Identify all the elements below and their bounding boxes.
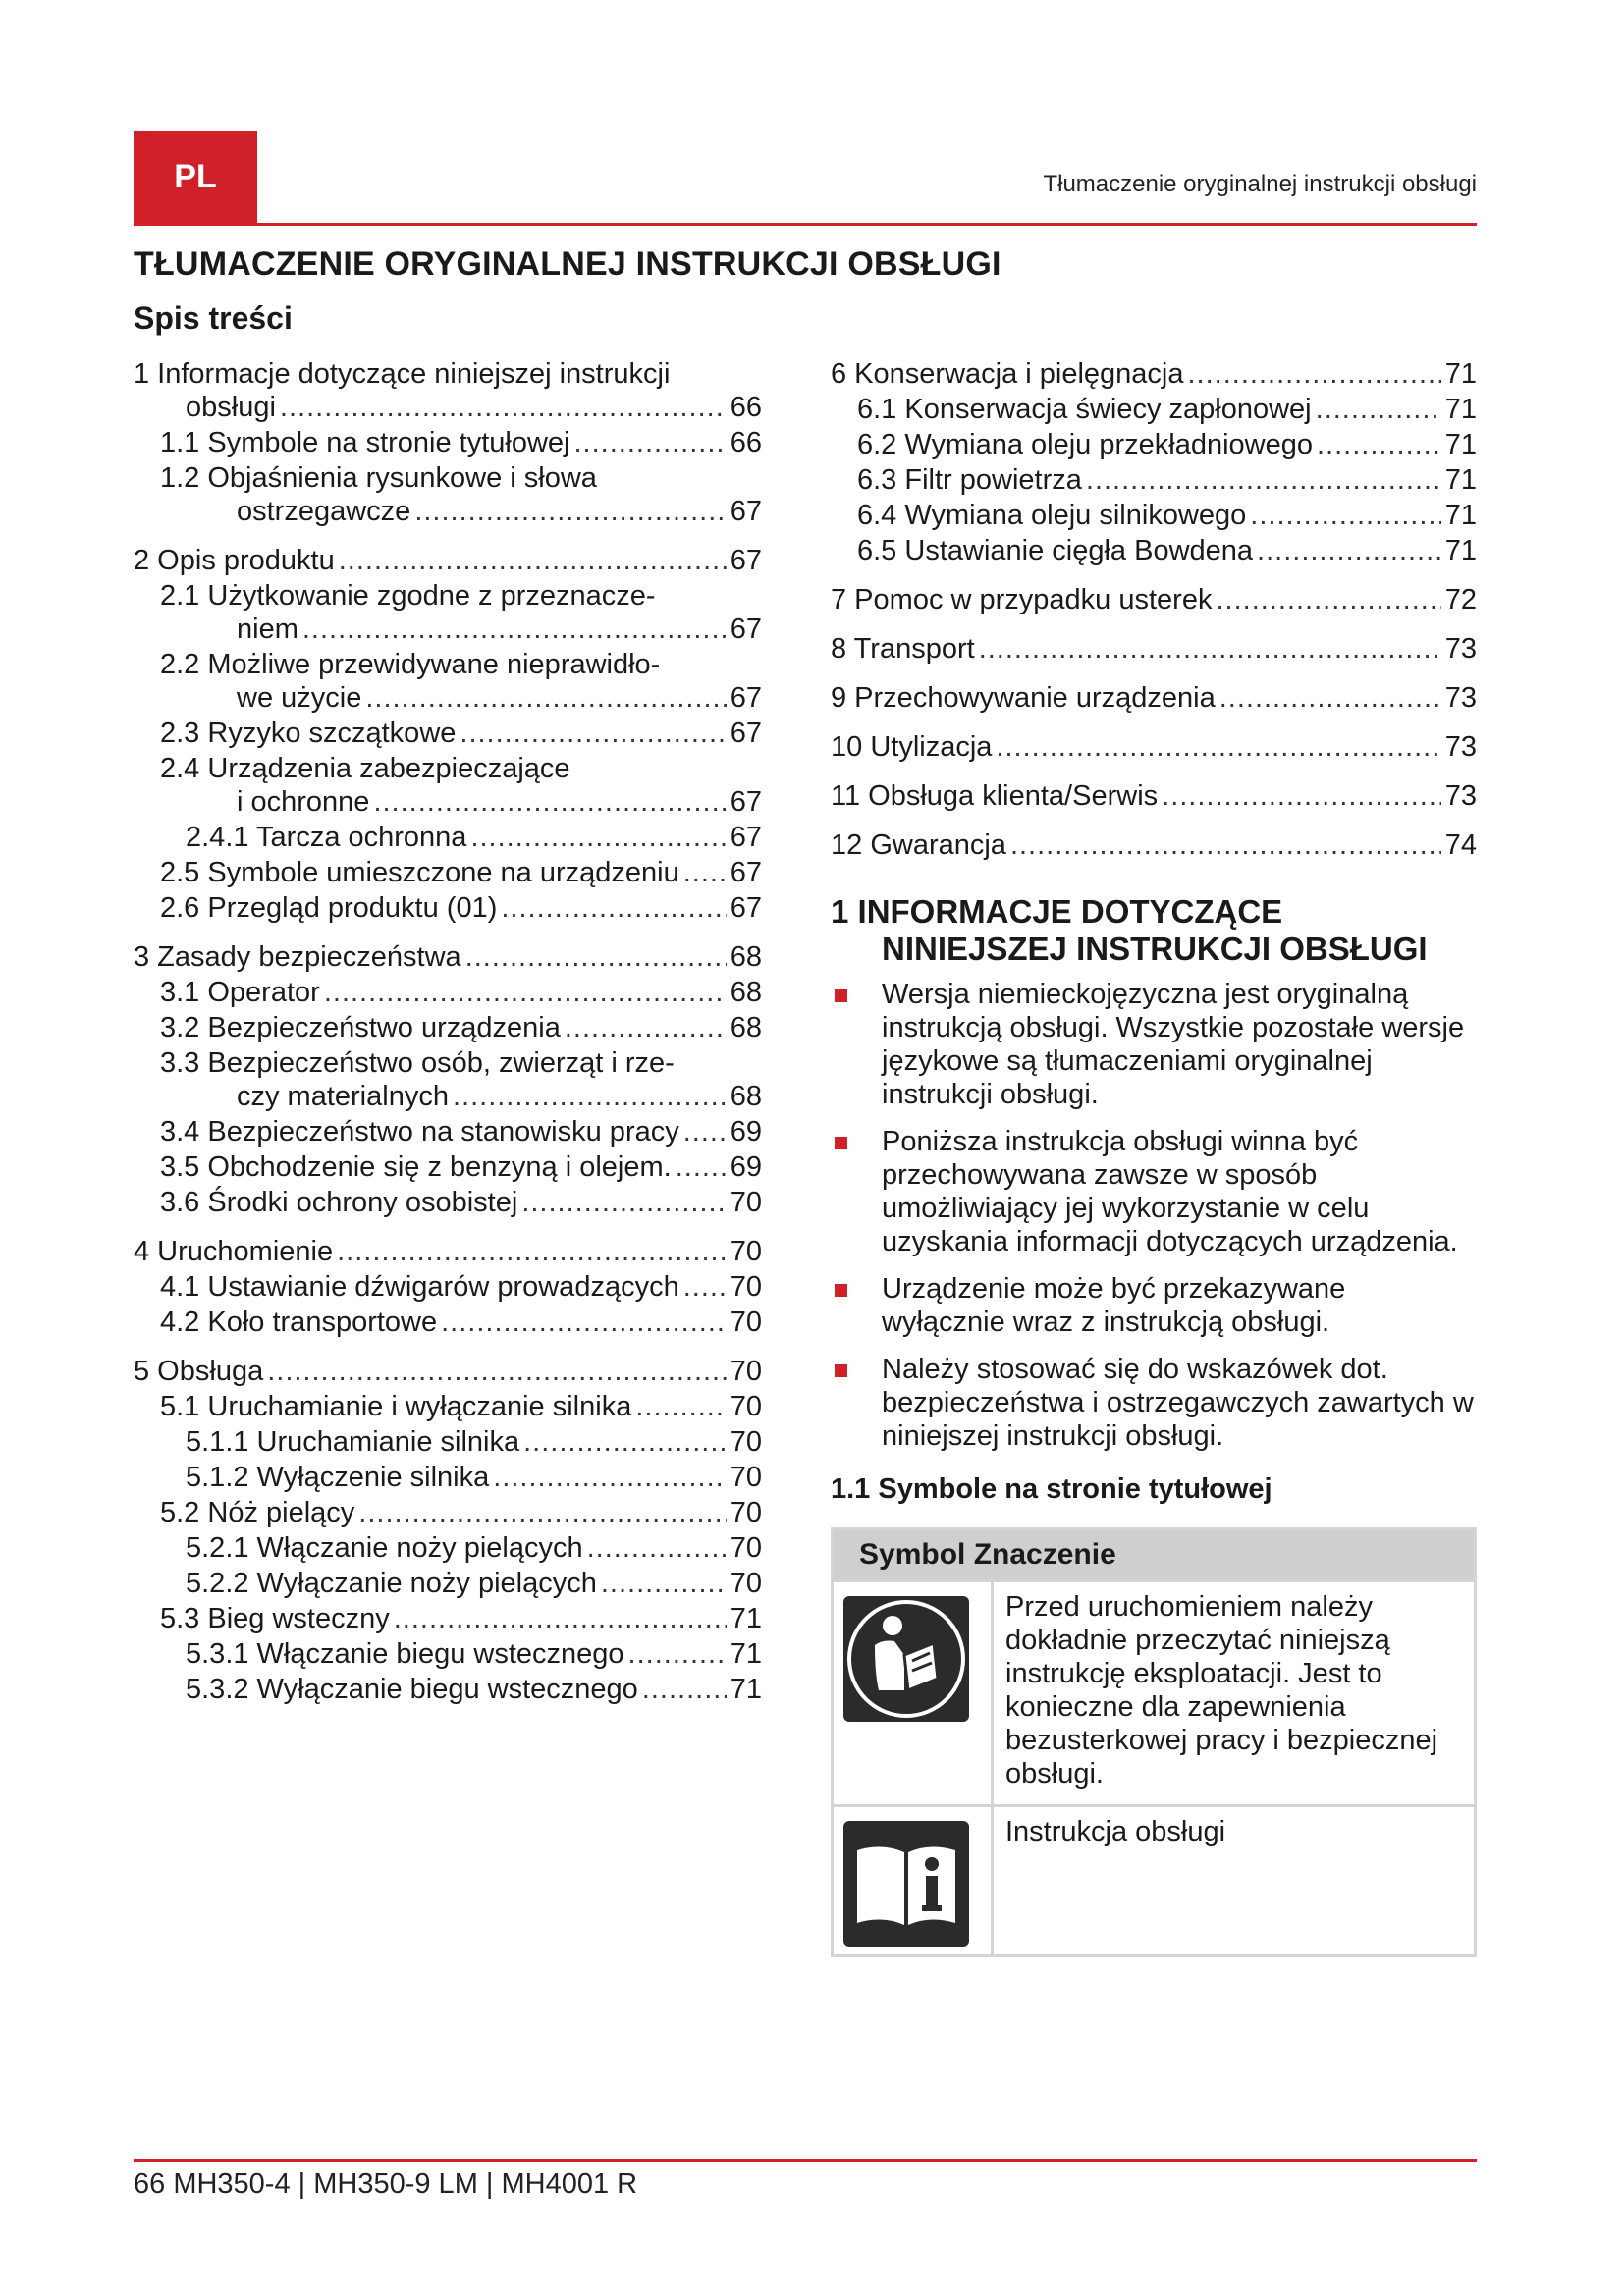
toc-page-number: 71 [1444, 358, 1477, 390]
toc-page-number: 70 [730, 1236, 762, 1267]
toc-page-number: 67 [730, 682, 762, 714]
toc-entry[interactable] [831, 499, 1477, 532]
toc-page-number: 71 [1444, 500, 1477, 531]
toc-leader-dots [587, 1531, 727, 1565]
toc-entry-label: 7 Pomoc w przypadku usterek [831, 584, 1213, 615]
toc-leader-dots [1188, 357, 1441, 391]
toc-entry[interactable] [134, 1637, 762, 1671]
toc-leader-dots [339, 544, 727, 577]
toc-leader-dots [441, 1306, 727, 1339]
toc-entry-label: 5.1.2 Wyłączenie silnika [186, 1462, 490, 1493]
toc-entry-label: 5 Obsługa [134, 1356, 264, 1387]
table-row [833, 1806, 1476, 1956]
toc-page-number: 67 [730, 892, 762, 924]
toc-leader-dots [501, 891, 726, 925]
section-1-heading [831, 893, 1477, 968]
toc-page-number: 71 [730, 1674, 762, 1705]
toc-page-number: 73 [1444, 682, 1477, 714]
toc-leader-dots [302, 613, 727, 646]
toc-entry-label: 5.1 Uruchamianie i wyłączanie silnika [160, 1391, 632, 1422]
toc-entry[interactable] [831, 393, 1477, 426]
toc-leader-dots [683, 856, 727, 889]
toc-entry-label: 10 Utylizacja [831, 731, 993, 763]
toc-leader-dots [280, 391, 727, 424]
list-item [831, 978, 1477, 1111]
toc-entry[interactable] [134, 1567, 762, 1600]
toc-entry-label: 6.2 Wymiana oleju przekładniowego [857, 429, 1313, 460]
subsection-1-1-heading: 1.1 Symbole na stronie tytułowej [831, 1473, 1272, 1505]
toc-entry-label: 2.5 Symbole umieszczone na urządzeniu [160, 857, 679, 888]
toc-page-number: 69 [730, 1151, 762, 1183]
bullet-square-icon [835, 1364, 847, 1377]
toc-entry[interactable] [134, 1115, 762, 1148]
toc-entry-label: 1 Informacje dotyczące niniejszej instrukcji [134, 358, 671, 390]
toc-entry-label: 2.4.1 Tarcza ochronna [186, 822, 467, 853]
list-item [831, 1353, 1477, 1453]
toc-title: Spis treści [134, 300, 293, 336]
toc-page-number: 68 [730, 941, 762, 973]
symbol-table-header [833, 1529, 1476, 1581]
toc-entry-label: 3.2 Bezpieczeństwo urządzenia [160, 1012, 561, 1043]
toc-leader-dots [1086, 463, 1441, 497]
toc-leader-dots [493, 1461, 727, 1494]
toc-entry[interactable] [831, 357, 1477, 391]
toc-page-number: 70 [730, 1568, 762, 1599]
toc-leader-dots [996, 730, 1440, 764]
toc-leader-dots [979, 632, 1441, 666]
toc-entry[interactable] [134, 1186, 762, 1219]
toc-leader-dots [523, 1425, 727, 1459]
toc-entry-label: 6 Konserwacja i pielęgnacja [831, 358, 1184, 390]
toc-entry[interactable] [134, 579, 762, 646]
toc-page-number: 73 [1444, 633, 1477, 665]
toc-entry[interactable] [134, 1390, 762, 1423]
toc-leader-dots [337, 1235, 727, 1268]
toc-page-number: 67 [730, 786, 762, 818]
symbol-cell [833, 1581, 993, 1806]
toc-entry-label: 2.4 Urządzenia zabezpieczające [160, 753, 570, 784]
bullet-text: Urządzenie może być przekazywane wyłącznie wraz z instrukcją obsługi. [882, 1273, 1346, 1338]
table-row [833, 1581, 1476, 1806]
toc-page-number: 66 [730, 427, 762, 458]
toc-entry-label: 4.1 Ustawianie dźwigarów prowadzących [160, 1271, 679, 1303]
meaning-cell: Przed uruchomieniem należy dokładnie przeczytać niniejszą instrukcję eksploatacji. Jest to konieczne dla zapewnienia bezusterkowej pracy i bezpiecznej obsługi. [993, 1581, 1476, 1806]
toc-entry-label: 5.1.1 Uruchamianie silnika [186, 1426, 520, 1458]
toc-leader-dots [635, 1390, 726, 1423]
toc-page-number: 71 [730, 1638, 762, 1670]
toc-page-number: 70 [730, 1271, 762, 1303]
toc-entry-label: 5.3 Bieg wsteczny [160, 1603, 390, 1634]
toc-page-number: 68 [730, 1012, 762, 1043]
toc-entry[interactable] [134, 1602, 762, 1635]
toc-page-number: 69 [730, 1116, 762, 1148]
bullet-text: Należy stosować się do wskazówek dot. bezpieczeństwa i ostrzegawczych zawartych w niniejszej instrukcji obsługi. [882, 1354, 1474, 1452]
toc-entry-label: 11 Obsługa klienta/Serwis [831, 780, 1159, 812]
toc-entry[interactable] [831, 828, 1477, 862]
toc-entry-label: 2.3 Ryzyko szczątkowe [160, 718, 457, 749]
toc-entry-label: ostrzegawcze [237, 496, 411, 527]
toc-page-number: 67 [730, 614, 762, 645]
toc-entry-label: 3.1 Operator [160, 977, 320, 1008]
toc-entry-label: 2.1 Użytkowanie zgodne z przeznacze- [160, 580, 656, 612]
toc-entry-label: 3 Zasady bezpieczeństwa [134, 941, 461, 973]
section-1-heading-line2: NINIEJSZEJ INSTRUKCJI OBSŁUGI [882, 931, 1428, 967]
bullet-square-icon [835, 1284, 847, 1297]
toc-page-number: 71 [1444, 464, 1477, 496]
toc-entry[interactable] [831, 681, 1477, 715]
toc-entry[interactable] [134, 940, 762, 974]
toc-page-number: 71 [1444, 394, 1477, 425]
toc-leader-dots [642, 1673, 727, 1706]
toc-entry-label: 9 Przechowywanie urządzenia [831, 682, 1216, 714]
right-column [831, 357, 1477, 1957]
toc-entry-label: obsługi [186, 392, 276, 423]
section-1-heading-line1: 1 INFORMACJE DOTYCZĄCE [831, 893, 1283, 930]
toc-entry[interactable] [134, 976, 762, 1009]
toc-entry-label: czy materialnych [237, 1081, 449, 1112]
toc-page-number: 68 [730, 1081, 762, 1112]
toc-leader-dots [358, 1496, 726, 1529]
toc-leader-dots [460, 717, 726, 750]
toc-page-number: 71 [1444, 429, 1477, 460]
col-meaning-header: Znaczenie [973, 1538, 1116, 1571]
bullet-text: Poniższa instrukcja obsługi winna być przechowywana zawsze w sposób umożliwiający jej wykorzystanie w celu uzyskania informacji dotyczących urządzenia. [882, 1126, 1458, 1257]
toc-page-number: 73 [1444, 731, 1477, 763]
section-1-bullets [831, 978, 1477, 1453]
toc-entry[interactable] [134, 1531, 762, 1565]
toc-entry[interactable] [134, 752, 762, 819]
toc-entry-label: 6.1 Konserwacja świecy zapłonowej [857, 394, 1312, 425]
symbol-cell [833, 1806, 993, 1956]
toc-leader-dots [574, 426, 727, 459]
toc-entry[interactable] [831, 534, 1477, 567]
toc-list-left [134, 357, 762, 1706]
toc-entry[interactable] [134, 648, 762, 715]
toc-leader-dots [365, 681, 726, 715]
toc-entry[interactable] [831, 463, 1477, 497]
toc-entry[interactable] [134, 357, 762, 424]
toc-entry[interactable] [134, 1673, 762, 1706]
toc-list-right [831, 357, 1477, 862]
toc-leader-dots [1162, 779, 1441, 813]
toc-page-number: 70 [730, 1187, 762, 1218]
toc-entry-label: niem [237, 614, 298, 645]
toc-entry[interactable] [134, 1235, 762, 1268]
meaning-cell: Instrukcja obsługi [993, 1806, 1476, 1956]
toc-leader-dots [324, 976, 727, 1009]
toc-entry-label: 5.3.1 Włączanie biegu wstecznego [186, 1638, 624, 1670]
toc-entry[interactable] [134, 856, 762, 889]
read-manual-icon [843, 1596, 969, 1722]
toc-leader-dots [267, 1355, 727, 1388]
toc-leader-dots [470, 821, 726, 854]
toc-entry[interactable] [134, 461, 762, 528]
toc-leader-dots [1257, 534, 1441, 567]
toc-page-number: 71 [730, 1603, 762, 1634]
toc-entry-label: i ochronne [237, 786, 370, 818]
toc-left-column [134, 357, 762, 1706]
toc-entry-label: 5.3.2 Wyłączanie biegu wstecznego [186, 1674, 638, 1705]
toc-entry-label: we użycie [237, 682, 362, 714]
toc-entry[interactable] [134, 1461, 762, 1494]
toc-entry[interactable] [134, 426, 762, 459]
toc-entry-label: 2.6 Przegląd produktu (01) [160, 892, 498, 924]
toc-entry-label: 6.3 Filtr powietrza [857, 464, 1082, 496]
toc-entry-label: 8 Transport [831, 633, 975, 665]
toc-page-number: 67 [730, 496, 762, 527]
symbol-table [831, 1527, 1477, 1957]
bullet-square-icon [835, 1137, 847, 1149]
footer-divider [134, 2159, 1477, 2162]
toc-page-number: 67 [730, 718, 762, 749]
toc-entry[interactable] [134, 891, 762, 925]
toc-entry-label: 2.2 Możliwe przewidywane nieprawidło- [160, 649, 661, 680]
bullet-square-icon [835, 989, 847, 1002]
toc-leader-dots [1010, 828, 1441, 862]
toc-page-number: 67 [730, 822, 762, 853]
toc-entry[interactable] [134, 1496, 762, 1529]
toc-page-number: 70 [730, 1391, 762, 1422]
toc-leader-dots [373, 785, 726, 819]
toc-page-number: 70 [730, 1356, 762, 1387]
toc-entry[interactable] [134, 1355, 762, 1388]
toc-entry-label: 5.2.1 Włączanie noży pielących [186, 1532, 583, 1564]
toc-page-number: 66 [730, 392, 762, 423]
toc-leader-dots [1219, 681, 1441, 715]
toc-page-number: 67 [730, 857, 762, 888]
toc-page-number: 72 [1444, 584, 1477, 615]
toc-leader-dots [414, 495, 726, 528]
toc-entry[interactable] [134, 1011, 762, 1044]
toc-entry[interactable] [134, 717, 762, 750]
toc-entry[interactable] [134, 544, 762, 577]
toc-entry[interactable] [134, 821, 762, 854]
toc-entry[interactable] [831, 428, 1477, 461]
toc-entry-label: 3.5 Obchodzenie się z benzyną i olejem. [160, 1151, 672, 1183]
toc-entry[interactable] [831, 583, 1477, 616]
toc-entry[interactable] [134, 1425, 762, 1459]
toc-leader-dots [676, 1150, 727, 1184]
toc-entry[interactable] [831, 730, 1477, 764]
list-item [831, 1125, 1477, 1258]
toc-entry-label: 3.4 Bezpieczeństwo na stanowisku pracy [160, 1116, 679, 1148]
toc-entry-label: 5.2.2 Wyłączanie noży pielących [186, 1568, 597, 1599]
list-item [831, 1272, 1477, 1339]
toc-leader-dots [683, 1270, 727, 1304]
toc-leader-dots [1250, 499, 1440, 532]
header-divider [134, 223, 1477, 226]
toc-entry-label: 12 Gwarancja [831, 829, 1006, 861]
toc-entry-label: 3.3 Bezpieczeństwo osób, zwierząt i rze- [160, 1047, 675, 1079]
toc-page-number: 74 [1444, 829, 1477, 861]
toc-page-number: 70 [730, 1307, 762, 1338]
toc-entry-label: 4.2 Koło transportowe [160, 1307, 438, 1338]
footer-page-info: 66 MH350-4 | MH350-9 LM | MH4001 R [134, 2168, 638, 2200]
toc-leader-dots [1316, 393, 1441, 426]
bullet-text: Wersja niemieckojęzyczna jest oryginalną instrukcją obsługi. Wszystkie pozostałe wersje językowe są tłumaczeniami oryginalnej instrukcji obsługi. [882, 979, 1465, 1110]
toc-entry[interactable] [831, 779, 1477, 813]
toc-entry-label: 6.4 Wymiana oleju silnikowego [857, 500, 1247, 531]
toc-page-number: 73 [1444, 780, 1477, 812]
toc-leader-dots [1317, 428, 1441, 461]
document-title: TŁUMACZENIE ORYGINALNEJ INSTRUKCJI OBSŁUGI [134, 245, 1001, 283]
toc-page-number: 71 [1444, 535, 1477, 566]
language-tab: PL [134, 131, 257, 224]
running-header-title: Tłumaczenie oryginalnej instrukcji obsługi [1043, 171, 1477, 197]
toc-page-number: 67 [730, 545, 762, 576]
toc-leader-dots [465, 940, 727, 974]
toc-leader-dots [601, 1567, 727, 1600]
toc-entry[interactable] [831, 632, 1477, 666]
toc-leader-dots [453, 1080, 727, 1113]
toc-entry-label: 1.2 Objaśnienia rysunkowe i słowa [160, 462, 597, 494]
toc-leader-dots [565, 1011, 727, 1044]
toc-page-number: 68 [730, 977, 762, 1008]
toc-entry[interactable] [134, 1046, 762, 1113]
toc-entry-label: 6.5 Ustawianie cięgła Bowdena [857, 535, 1254, 566]
toc-entry-label: 1.1 Symbole na stronie tytułowej [160, 427, 570, 458]
col-symbol-header: Symbol [859, 1538, 966, 1571]
toc-entry[interactable] [134, 1270, 762, 1304]
toc-entry-label: 2 Opis produktu [134, 545, 335, 576]
toc-page-number: 70 [730, 1426, 762, 1458]
toc-page-number: 70 [730, 1462, 762, 1493]
toc-leader-dots [1216, 583, 1440, 616]
toc-entry-label: 4 Uruchomienie [134, 1236, 334, 1267]
toc-page-number: 70 [730, 1497, 762, 1528]
toc-entry-label: 3.6 Środki ochrony osobistej [160, 1187, 518, 1218]
toc-page-number: 70 [730, 1532, 762, 1564]
toc-entry[interactable] [134, 1306, 762, 1339]
toc-leader-dots [521, 1186, 726, 1219]
toc-leader-dots [394, 1602, 727, 1635]
toc-entry-label: 5.2 Nóż pielący [160, 1497, 355, 1528]
manual-info-icon [843, 1821, 969, 1947]
toc-leader-dots [683, 1115, 727, 1148]
toc-entry[interactable] [134, 1150, 762, 1184]
toc-leader-dots [628, 1637, 727, 1671]
